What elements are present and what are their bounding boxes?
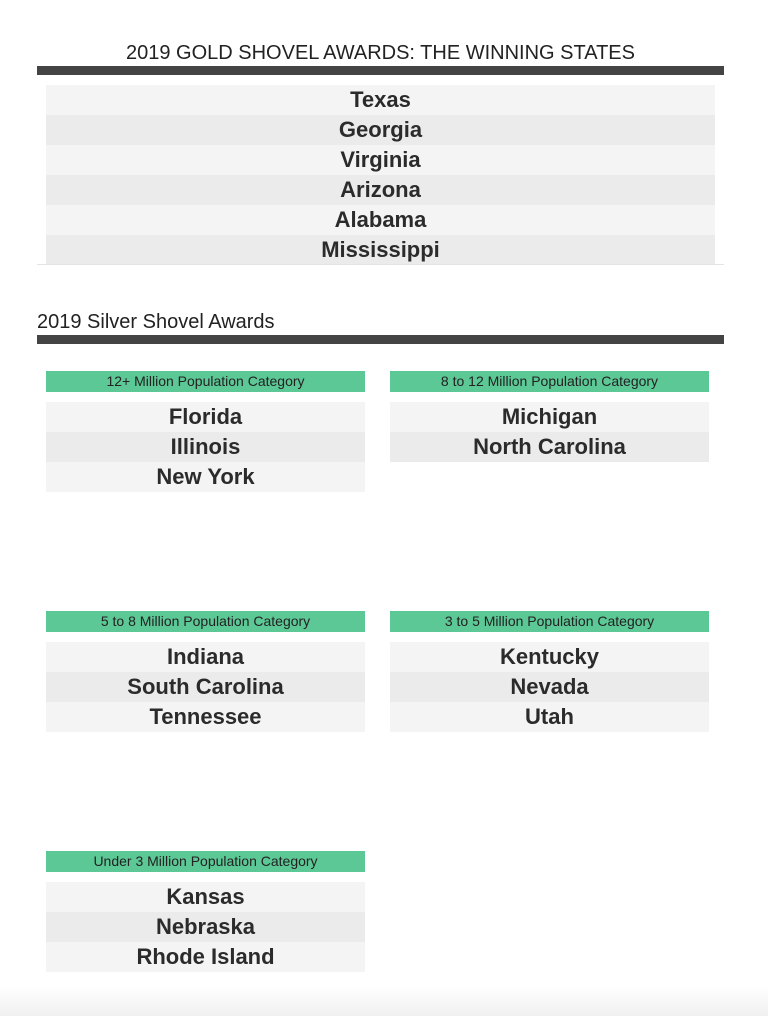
gold-state-row: Texas [46,85,715,115]
category-3-to-5-million [390,611,709,732]
category-header: Under 3 Million Population Category [46,851,365,872]
category-under-3-million [46,851,365,972]
category-5-to-8-million [46,611,365,732]
silver-title-rule [37,335,724,344]
category-state-row: Nevada [390,672,709,702]
gold-state-row: Georgia [46,115,715,145]
category-state-row: Illinois [46,432,365,462]
category-state-row: New York [46,462,365,492]
category-states-list [390,402,709,462]
category-8-to-12-million [390,371,709,462]
silver-awards-title: 2019 Silver Shovel Awards [37,311,275,333]
gold-title-rule [37,66,724,75]
category-12-plus-million [46,371,365,492]
gold-state-row: Mississippi [46,235,715,265]
category-states-list [46,882,365,972]
category-state-row: South Carolina [46,672,365,702]
category-state-row: Kentucky [390,642,709,672]
category-states-list [46,402,365,492]
category-states-list [390,642,709,732]
gold-awards-title: 2019 GOLD SHOVEL AWARDS: THE WINNING STATES [125,42,635,64]
category-state-row: Indiana [46,642,365,672]
category-state-row: Michigan [390,402,709,432]
category-state-row: Tennessee [46,702,365,732]
category-state-row: Utah [390,702,709,732]
category-states-list [46,642,365,732]
category-state-row: Kansas [46,882,365,912]
page-bottom-fade [0,986,768,1016]
category-state-row: North Carolina [390,432,709,462]
gold-state-row: Virginia [46,145,715,175]
gold-list-divider [37,264,724,265]
gold-state-row: Arizona [46,175,715,205]
category-state-row: Florida [46,402,365,432]
category-header: 3 to 5 Million Population Category [390,611,709,632]
category-state-row: Nebraska [46,912,365,942]
category-header: 8 to 12 Million Population Category [390,371,709,392]
gold-states-list [46,85,715,265]
category-header: 12+ Million Population Category [46,371,365,392]
category-header: 5 to 8 Million Population Category [46,611,365,632]
category-state-row: Rhode Island [46,942,365,972]
gold-state-row: Alabama [46,205,715,235]
